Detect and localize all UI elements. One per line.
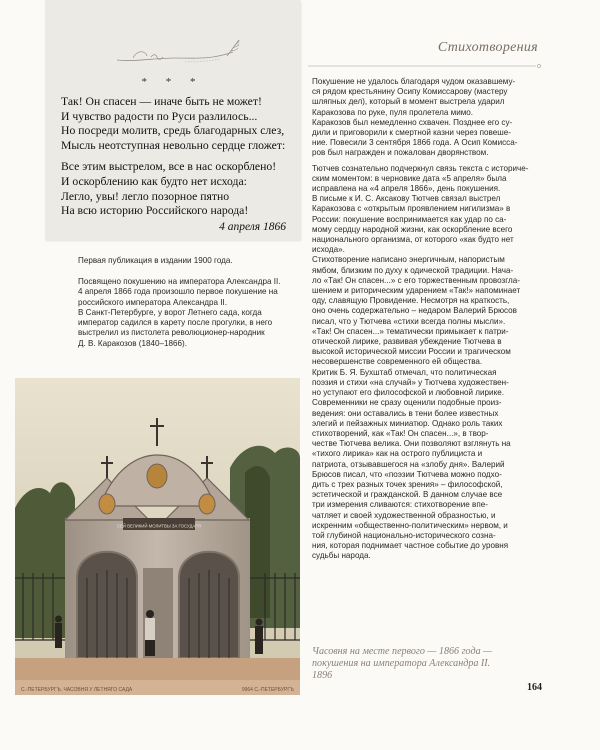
text-line: честве Тютчева велика. Они позволяют взглянуть на bbox=[312, 439, 511, 449]
history-note bbox=[78, 277, 300, 349]
poem-line: Но посреди молитв, средь благодарных слез, bbox=[61, 124, 285, 138]
text-line: национального организма, от которого «как будто нет bbox=[312, 235, 514, 245]
photo-caption-line: покушения на императора Александра II. bbox=[312, 658, 491, 670]
photo-imprint-left: С.-ПЕТЕРБУРГЪ. ЧАСОВНЯ У ЛЕТНЯГО САДА bbox=[21, 687, 133, 693]
text-line: Покушение не удалось благодаря чудом оказавшему- bbox=[312, 77, 516, 86]
text-line: отической лирике, развивая убеждение Тютчева в bbox=[312, 337, 502, 347]
poem-line: Так! Он спасен — иначе быть не может! bbox=[61, 95, 262, 108]
text-line: дить с трех разных точек зрения» – философской, bbox=[312, 479, 503, 489]
text-line: искренним «общественно-политическим» нервом, и bbox=[312, 520, 508, 530]
text-line: исправлена на «4 апреля 1866», день покушения. bbox=[312, 184, 501, 194]
text-line: В письме к И. С. Аксакову Тютчев связал выстрел bbox=[312, 194, 501, 204]
text-line: патриота, отзывавшегося на «злобу дня». Валерий bbox=[312, 459, 505, 469]
text-line: шляпных дел), который в момент выстрела ударил bbox=[312, 97, 505, 107]
photo-caption-line: 1896 bbox=[312, 670, 333, 682]
poem-line: Мысль неотступная невольно сердце гложет: bbox=[61, 138, 286, 152]
text-line: три измерения сливаются: стихотворение впе- bbox=[312, 500, 488, 510]
poem-date: 4 апреля 1866 bbox=[219, 221, 286, 233]
ornament-flourish-icon bbox=[115, 36, 245, 68]
poem-line: Все этим выстрелом, все в нас оскорблено! bbox=[61, 160, 277, 174]
poem-line: И оскорблению как будто нет исхода: bbox=[61, 174, 247, 188]
poem-text bbox=[61, 95, 293, 219]
text-line: «тихого лирика» как на острого публициста и bbox=[312, 449, 483, 459]
commentary-paragraph bbox=[312, 164, 544, 256]
poem-line: Легло, увы! легло позорное пятно bbox=[61, 189, 230, 203]
photo-imprint-right: 9964 С.-ПЕТЕРБУРГЪ bbox=[241, 687, 294, 693]
commentary-paragraph bbox=[312, 77, 544, 159]
publication-note: Первая публикация в издании 1900 года. bbox=[78, 256, 233, 265]
text-line: ния, которая поднимает частное событие до уровня bbox=[312, 541, 509, 551]
history-note-line: император садился в карету после прогулки, в него bbox=[78, 318, 273, 328]
commentary-paragraph bbox=[312, 255, 544, 367]
photo-caption bbox=[312, 646, 537, 682]
text-line: ров был награжден и пожалован дворянством. bbox=[312, 148, 489, 158]
text-line: несовершенстве современного ей общества. bbox=[312, 357, 483, 367]
plaque-text: СЕЙ ВЕЛИКИЙ МОЛИТВЫ ЗА ГОСУДАРЯ bbox=[116, 523, 202, 529]
commentary-paragraph bbox=[312, 368, 544, 562]
poem-line: На всю историю Российского народа! bbox=[61, 204, 249, 218]
text-line: России: покушение воспринимается как удар по са- bbox=[312, 214, 507, 224]
text-line: исхода». bbox=[312, 245, 345, 255]
text-line: дили и приговорили к смертной казни через повеше- bbox=[312, 128, 511, 138]
text-line: Каракозова по руке, пуля пролетела мимо. bbox=[312, 107, 474, 117]
text-line: Каракозова с «открытым проявлением нигилизма» в bbox=[312, 204, 511, 214]
text-line: Тютчев сознательно подчеркнул связь текста с историче- bbox=[312, 163, 529, 173]
history-note-line: В Санкт-Петербурге, у ворот Летнего сада, когда bbox=[78, 307, 262, 317]
text-line: элегий и пейзажных миниатюр. Однако роль таких bbox=[312, 418, 503, 428]
text-line: писал, что у Тютчева «стихи всегда полны мысли». bbox=[312, 316, 506, 326]
text-line: но уступают его философской и любовной лирике. bbox=[312, 388, 504, 398]
text-line: судьбы народа. bbox=[312, 551, 371, 561]
page-number: 164 bbox=[527, 682, 542, 693]
poem-card bbox=[45, 0, 300, 240]
text-line: Современники не сразу оценили подобные произ- bbox=[312, 398, 502, 408]
history-note-line: выстрелил из пистолета революционер-народник bbox=[78, 328, 265, 338]
text-line: мому сердцу народной жизни, как оскорбление всего bbox=[312, 224, 513, 234]
text-line: ведения: они оставались в тени более известных bbox=[312, 408, 499, 418]
text-line: шением и риторическим ударением «Так!» напоминает bbox=[312, 286, 521, 296]
text-line: ние. Повесили 3 сентября 1866 года. А Осип Комиссa- bbox=[312, 138, 518, 148]
text-line: Стихотворение написано энергичным, напористым bbox=[312, 255, 505, 265]
history-note-line: 4 апреля 1866 года произошло первое покушение на bbox=[78, 287, 278, 297]
text-line: ло «Так! Он спасен...» с его торжественным провозгла- bbox=[312, 275, 520, 285]
section-divider bbox=[308, 62, 543, 70]
text-line: Брюсов писал, что «поэзии Тютчева можно подхо- bbox=[312, 469, 502, 479]
text-line: Каракозов был немедленно схвачен. Позднее его су- bbox=[312, 117, 513, 127]
text-line: той глубиной национально-исторического созна- bbox=[312, 530, 496, 540]
text-line: эстетической и гражданской. В данном случае все bbox=[312, 490, 503, 500]
text-line: чатляет и своей художественной образностью, и bbox=[312, 510, 496, 520]
section-label: Стихотворения bbox=[437, 40, 538, 55]
poem-line: И чувство радости по Руси разлилось... bbox=[61, 109, 258, 123]
commentary-column bbox=[312, 77, 544, 562]
chapel-photo bbox=[15, 378, 300, 695]
text-line: Критик Б. Я. Бухштаб отмечал, что политическая bbox=[312, 367, 497, 377]
text-line: поэзия и стихи «на случай» у Тютчева художествен- bbox=[312, 377, 509, 387]
text-line: высокой исторической миссии России и трагическом bbox=[312, 347, 511, 357]
history-note-line: Д. В. Каракозов (1840–1866). bbox=[78, 338, 187, 348]
chapel-illustration bbox=[15, 378, 300, 695]
poem-separator: * * * bbox=[141, 76, 204, 88]
text-line: ским моментом: в черновике дата «5 апреля» была bbox=[312, 173, 507, 183]
text-line: оду, славящую Провидение. Несмотря на краткость, bbox=[312, 296, 510, 306]
text-line: стихотворений, как «Так! Он спасен...», в твор- bbox=[312, 428, 489, 438]
photo-caption-line: Часовня на месте первого — 1866 года — bbox=[312, 646, 493, 657]
text-line: «Так! Он спасен...» тематически примыкает к патри- bbox=[312, 326, 509, 336]
text-line: оно очень содержательно – недаром Валерий Брюсов bbox=[312, 306, 517, 316]
history-note-line: Посвящено покушению на императора Александра II. bbox=[78, 277, 281, 286]
history-note-line: российского императора Александра II. bbox=[78, 297, 227, 307]
text-line: ямбом, близким по духу к одической традиции. Нача- bbox=[312, 265, 514, 275]
text-line: ся рядом крестьянину Осипу Комиссарову (мастеру bbox=[312, 87, 508, 97]
